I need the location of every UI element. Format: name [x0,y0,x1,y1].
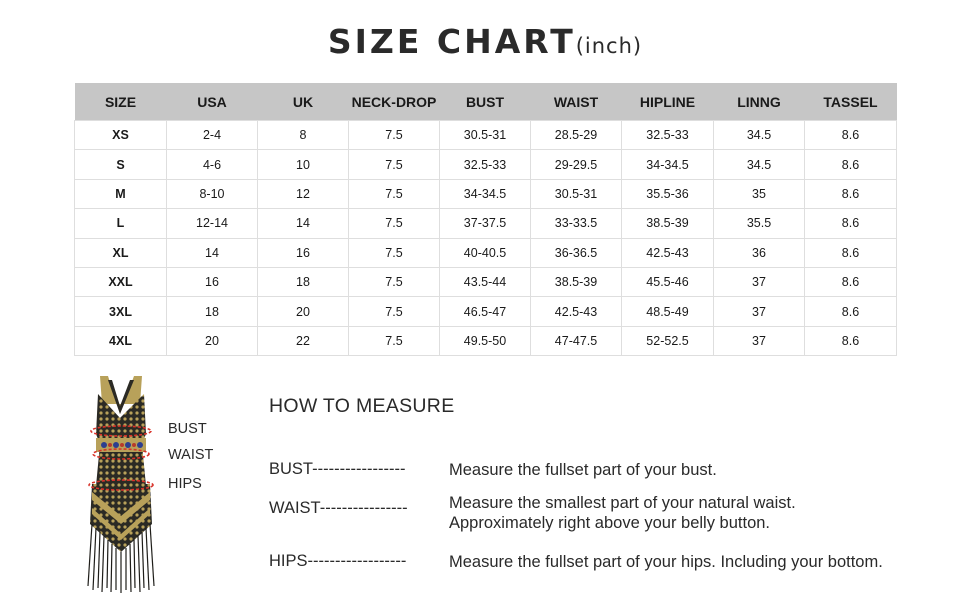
table-cell: 45.5-46 [622,267,714,296]
table-cell: 32.5-33 [440,150,531,179]
table-cell: 7.5 [349,209,440,238]
table-cell: 38.5-39 [531,267,622,296]
table-row [75,209,897,238]
table-cell: 46.5-47 [440,297,531,326]
table-cell: 40-40.5 [440,238,531,267]
table-header-row [75,83,897,121]
table-cell: S [75,150,167,179]
header-bust: BUST [440,83,531,121]
table-cell: 38.5-39 [622,209,714,238]
table-cell: 8.6 [805,326,897,355]
table-cell: 35.5-36 [622,179,714,208]
table-cell: 8.6 [805,150,897,179]
table-cell: 30.5-31 [440,121,531,150]
table-cell: 36 [714,238,805,267]
table-row [75,297,897,326]
table-row [75,267,897,296]
table-cell: 47-47.5 [531,326,622,355]
table-cell: 37 [714,267,805,296]
measure-desc-hips [449,552,883,572]
table-cell: 16 [258,238,349,267]
table-cell: 12-14 [167,209,258,238]
table-cell: 36-36.5 [531,238,622,267]
table-cell: 42.5-43 [531,297,622,326]
table-cell: XS [75,121,167,150]
table-cell: 14 [258,209,349,238]
measure-term-bust: BUST----------------- [269,460,406,478]
table-cell: 48.5-49 [622,297,714,326]
table-cell: 52-52.5 [622,326,714,355]
table-cell: 35 [714,179,805,208]
title-unit: (inch) [575,34,643,58]
table-cell: 7.5 [349,326,440,355]
table-cell: 37 [714,326,805,355]
table-cell: 20 [258,297,349,326]
table-cell: 14 [167,238,258,267]
figure-label-hips: HIPS [168,476,202,492]
dress-illustration [80,374,162,594]
header-hipline: HIPLINE [622,83,714,121]
measure-desc-line: Measure the smallest part of your natural waist. [449,494,796,512]
table-cell: 29-29.5 [531,150,622,179]
header-usa: USA [167,83,258,121]
header-tassel: TASSEL [805,83,897,121]
header-linng: LINNG [714,83,805,121]
size-table [74,83,897,356]
table-cell: 34-34.5 [440,179,531,208]
table-cell: XXL [75,267,167,296]
title-main: SIZE CHART [327,22,576,61]
table-cell: 33-33.5 [531,209,622,238]
table-cell: 18 [167,297,258,326]
page-title [0,22,970,61]
table-cell: L [75,209,167,238]
table-cell: 30.5-31 [531,179,622,208]
table-row [75,179,897,208]
table-cell: 3XL [75,297,167,326]
figure-label-waist: WAIST [168,447,214,463]
table-cell: 8.6 [805,209,897,238]
table-cell: 35.5 [714,209,805,238]
table-cell: 7.5 [349,297,440,326]
measure-desc-waist [449,493,796,533]
table-cell: 7.5 [349,179,440,208]
table-cell: 34-34.5 [622,150,714,179]
table-cell: 42.5-43 [622,238,714,267]
table-cell: 8.6 [805,121,897,150]
table-cell: 22 [258,326,349,355]
header-size: SIZE [75,83,167,121]
table-cell: 16 [167,267,258,296]
measure-desc-line: Approximately right above your belly button. [449,514,771,532]
table-cell: 8.6 [805,267,897,296]
table-cell: 8.6 [805,238,897,267]
header-uk: UK [258,83,349,121]
table-cell: 7.5 [349,267,440,296]
header-neck-drop: NECK-DROP [349,83,440,121]
table-cell: 7.5 [349,238,440,267]
table-cell: 20 [167,326,258,355]
table-cell: 28.5-29 [531,121,622,150]
measure-desc-bust [449,460,717,480]
measure-desc-line: Measure the fullset part of your hips. Including your bottom. [449,553,883,571]
table-cell: M [75,179,167,208]
measure-term-waist: WAIST---------------- [269,499,408,517]
table-cell: 7.5 [349,150,440,179]
figure-label-bust: BUST [168,421,207,437]
table-cell: 49.5-50 [440,326,531,355]
table-cell: 18 [258,267,349,296]
table-cell: 10 [258,150,349,179]
measure-desc-line: Measure the fullset part of your bust. [449,461,717,479]
table-cell: 8-10 [167,179,258,208]
header-waist: WAIST [531,83,622,121]
table-cell: 12 [258,179,349,208]
how-to-measure-heading: HOW TO MEASURE [269,395,455,417]
table-cell: 4-6 [167,150,258,179]
table-cell: XL [75,238,167,267]
table-row [75,238,897,267]
table-cell: 32.5-33 [622,121,714,150]
table-row [75,326,897,355]
table-cell: 34.5 [714,121,805,150]
table-cell: 34.5 [714,150,805,179]
table-cell: 37 [714,297,805,326]
table-row [75,121,897,150]
table-cell: 2-4 [167,121,258,150]
table-row [75,150,897,179]
table-cell: 43.5-44 [440,267,531,296]
table-cell: 8 [258,121,349,150]
table-cell: 8.6 [805,179,897,208]
table-cell: 7.5 [349,121,440,150]
table-cell: 37-37.5 [440,209,531,238]
table-cell: 4XL [75,326,167,355]
measure-term-hips: HIPS------------------ [269,552,407,570]
table-cell: 8.6 [805,297,897,326]
